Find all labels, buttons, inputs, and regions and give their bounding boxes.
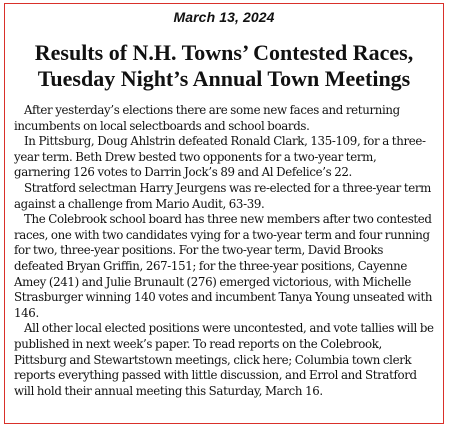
- article-paragraph: All other local elected positions were uncontested, and vote tallies will be published in next week’s paper. To read reports on the Colebrook, Pittsburg and Stewartstown meetings, click here; Columbia town clerk reports everything passed with little discussion, and Errol and Stratford will hold their annual meeting this Saturday, March 16.: [14, 321, 434, 398]
- article-paragraph: The Colebrook school board has three new members after two contested races, one with two candidates vying for a two-year term and four running for two, three-year positions. For the two-year term, David Brooks defeated Bryan Griffin, 267-151; for the three-year positions, Cayenne Amey (241) and Julie Brunault (276) emerged victorious, with Michelle Strasburger winning 140 votes and incumbent Tanya Young unseated with 146.: [14, 212, 433, 320]
- article-body: [14, 103, 435, 399]
- article-frame: [4, 3, 444, 424]
- article-date: March 13, 2024: [173, 9, 275, 25]
- headline-line-2: Tuesday Night’s Annual Town Meetings: [37, 66, 411, 91]
- headline-line-1: Results of N.H. Towns’ Contested Races,: [34, 40, 414, 65]
- article-paragraph: After yesterday’s elections there are some new faces and returning incumbents on local selectboards and school boards.: [14, 103, 400, 133]
- article-paragraph: In Pittsburg, Doug Ahlstrin defeated Ronald Clark, 135-109, for a three-year term. Beth Drew bested two opponents for a two-year term, garnering 126 votes to Darrin Jock’s 89 and Al Defelice’s 22.: [14, 134, 426, 180]
- article-headline: [13, 40, 435, 92]
- article-paragraph: Stratford selectman Harry Jeurgens was re-elected for a three-year term against a challenge from Mario Audit, 63-39.: [14, 180, 431, 211]
